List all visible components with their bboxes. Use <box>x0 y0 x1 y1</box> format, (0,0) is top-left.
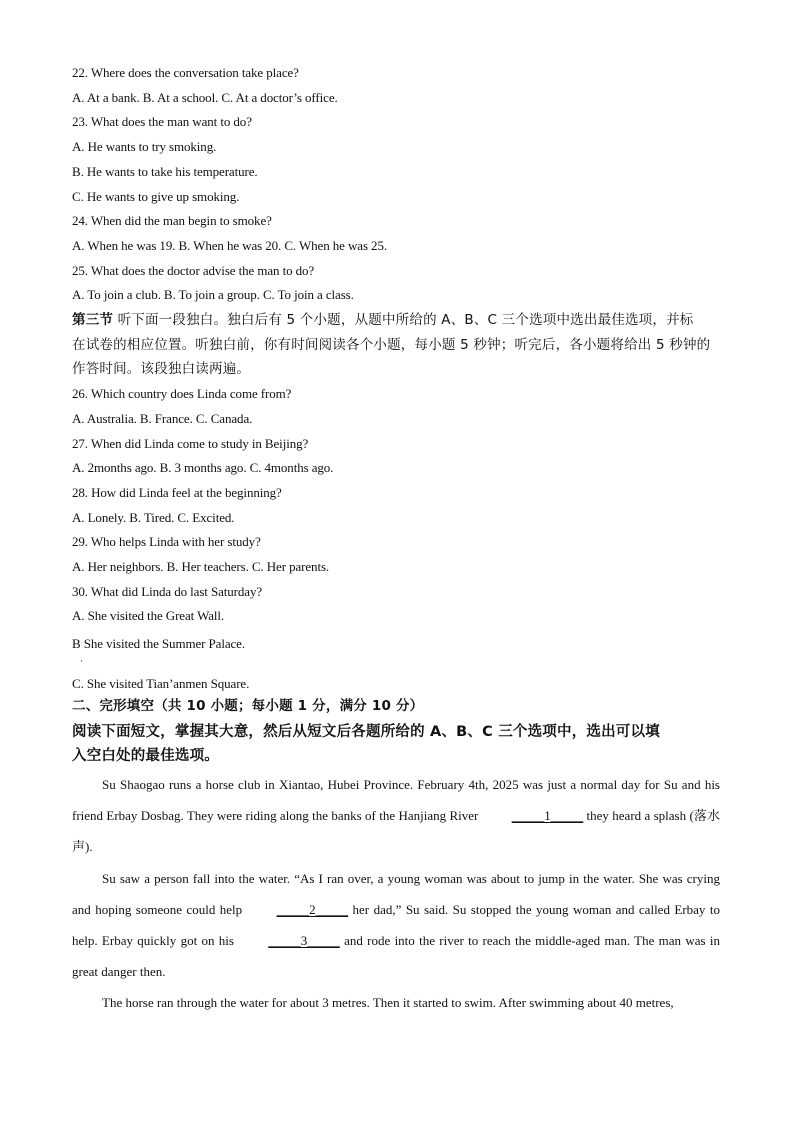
question-25: 25. What does the doctor advise the man to do? <box>72 263 315 278</box>
part2-heading: 二、完形填空（共 10 小题；每小题 1 分，满分 10 分） <box>72 698 424 714</box>
question-23-option-a: A. He wants to try smoking. <box>72 139 217 154</box>
part2-instruction-line2: 入空白处的最佳选项。 <box>72 748 219 764</box>
question-22: 22. Where does the conversation take place? <box>72 65 299 80</box>
section3-instruction-line2: 在试卷的相应位置。听独白前，你有时间阅读各个小题，每小题 5 秒钟；听完后，各小题将给出 5 秒钟的 <box>72 337 711 353</box>
question-24-options: A. When he was 19. B. When he was 20. C. When he was 25. <box>72 238 388 253</box>
question-30-option-a: A. She visited the Great Wall. <box>72 608 225 623</box>
stray-mark: · <box>80 656 83 666</box>
question-30-option-c: C. She visited Tian’anmen Square. <box>72 676 250 691</box>
question-23-option-c: C. He wants to give up smoking. <box>72 189 240 204</box>
section3-label: 第三节 <box>72 312 114 328</box>
question-28-options: A. Lonely. B. Tired. C. Excited. <box>72 510 235 525</box>
blank-3: _____3_____ <box>268 933 340 948</box>
section3-instruction-line3: 作答时间。该段独白读两遍。 <box>72 361 251 377</box>
question-25-options: A. To join a club. B. To join a group. C. To join a class. <box>72 287 354 302</box>
blank-1: _____1_____ <box>511 808 584 823</box>
question-28: 28. How did Linda feel at the beginning? <box>72 485 282 500</box>
question-23-option-b: B. He wants to take his temperature. <box>72 164 258 179</box>
passage-paragraph-3: The horse ran through the water for about 3 metres. Then it started to swim. After swimming about 40 metres, <box>102 995 674 1010</box>
question-27-options: A. 2months ago. B. 3 months ago. C. 4months ago. <box>72 460 334 475</box>
question-23: 23. What does the man want to do? <box>72 114 252 129</box>
question-24: 24. When did the man begin to smoke? <box>72 213 272 228</box>
question-30-option-b: B She visited the Summer Palace. <box>72 636 245 651</box>
question-26: 26. Which country does Linda come from? <box>72 386 292 401</box>
question-27: 27. When did Linda come to study in Beijing? <box>72 436 309 451</box>
question-29-options: A. Her neighbors. B. Her teachers. C. Her parents. <box>72 559 330 574</box>
question-29: 29. Who helps Linda with her study? <box>72 534 261 549</box>
blank-2: _____2_____ <box>276 902 349 917</box>
question-26-options: A. Australia. B. France. C. Canada. <box>72 411 253 426</box>
question-22-options: A. At a bank. B. At a school. C. At a doctor’s office. <box>72 90 338 105</box>
part2-instruction-line1: 阅读下面短文，掌握其大意，然后从短文后各题所给的 A、B、C 三个选项中，选出可以填 <box>72 724 660 740</box>
passage-paragraph-1: Su Shaogao runs a horse club in Xiantao, Hubei Province. February 4th, 2025 was just a normal day for Su and his friend Erbay Dosbag. They were riding along the banks of the Hanjiang River _____1_____ they heard a splash (落水声). <box>72 777 720 854</box>
section3-instruction-line1: 第三节 听下面一段独白。独白后有 5 个小题，从题中所给的 A、B、C 三个选项中选出最佳选项，并标 <box>72 312 694 328</box>
question-30: 30. What did Linda do last Saturday? <box>72 584 263 599</box>
passage-paragraph-2: Su saw a person fall into the water. “As I ran over, a young woman was about to jump in the water. She was crying and hoping someone could help _____2_____ her dad,” Su said. Su stopped the young woman and called Erbay to help. Erbay quickly got on his _____3_____ and rode into the river to reach the middle-aged man. The man was in great danger then. <box>72 871 720 979</box>
